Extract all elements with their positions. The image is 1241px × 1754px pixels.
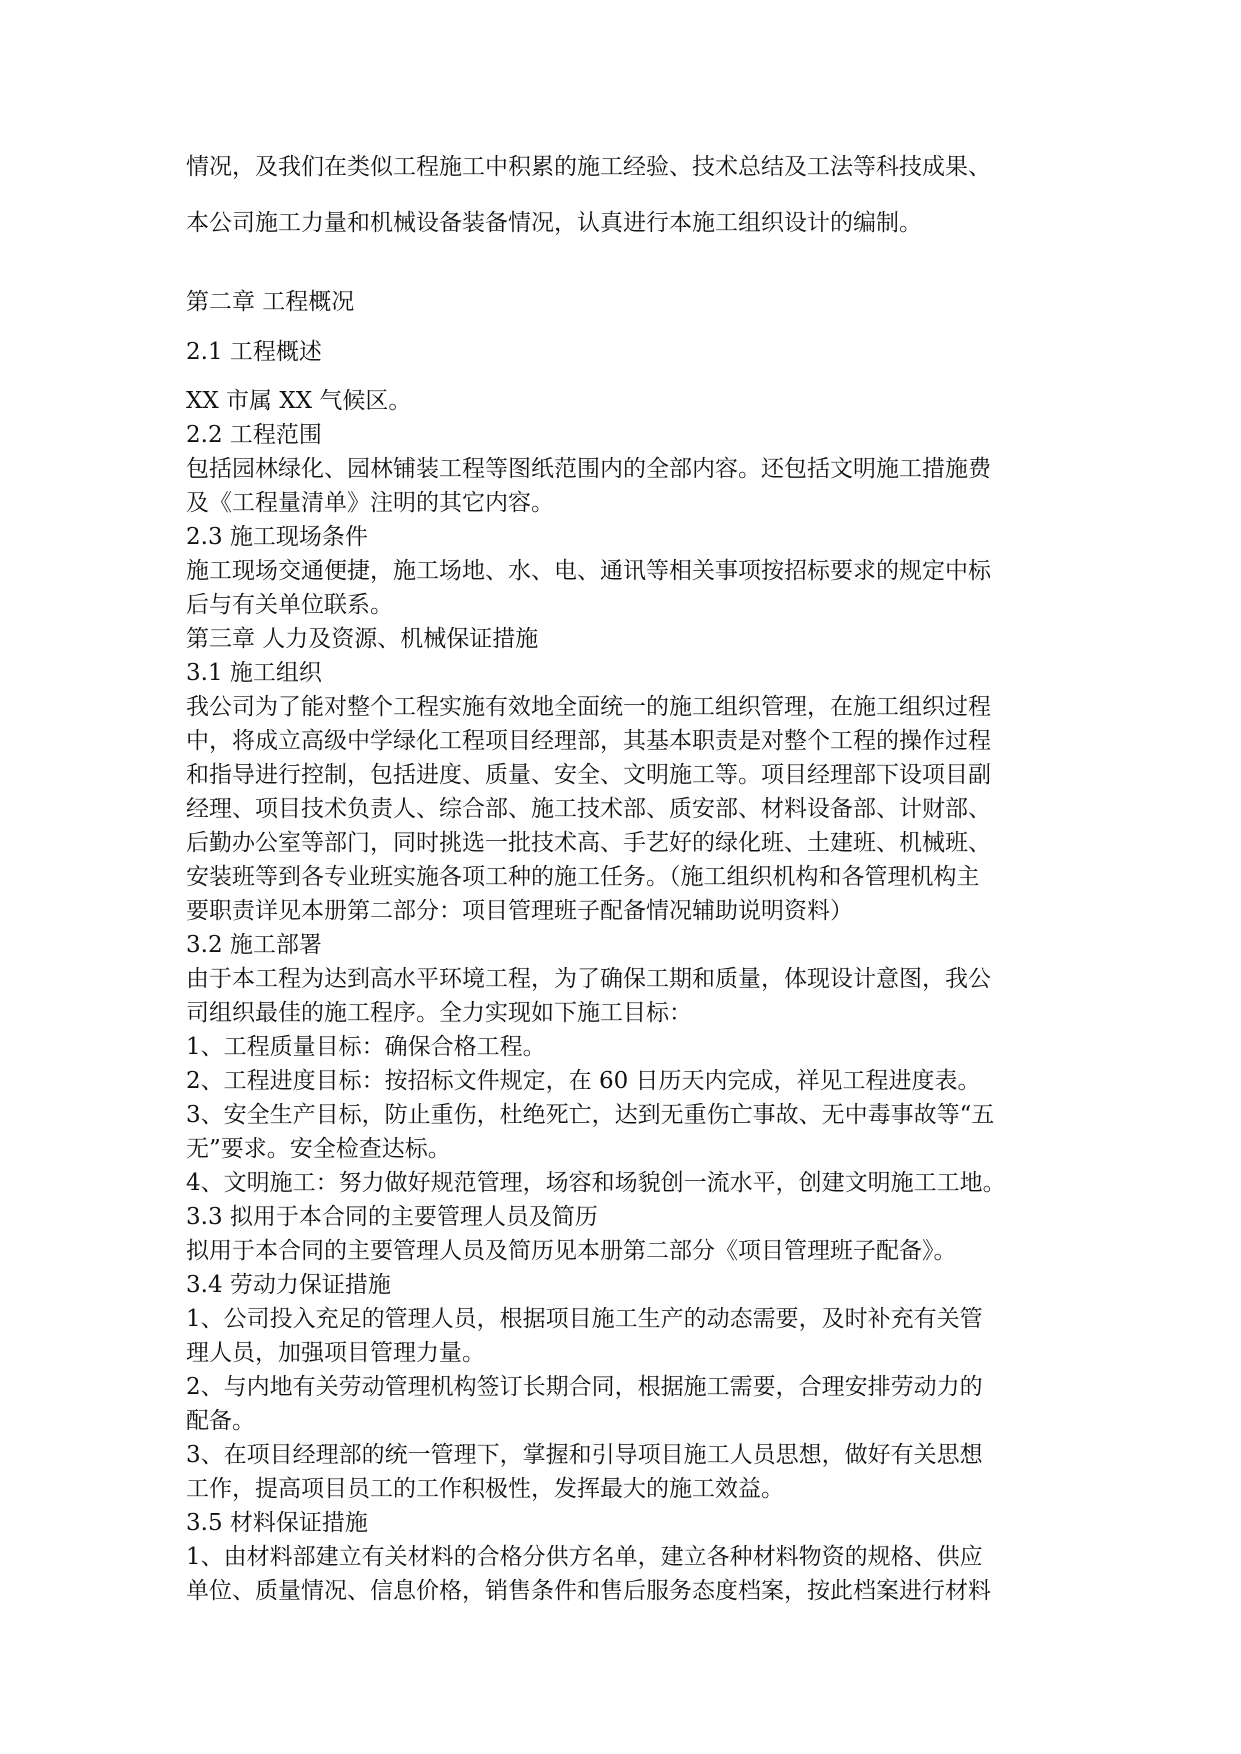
section-title: 3.5 材料保证措施 bbox=[186, 1510, 368, 1536]
section-title: 3.3 拟用于本合同的主要管理人员及简历 bbox=[186, 1204, 598, 1230]
section-title: 2.3 施工现场条件 bbox=[186, 524, 368, 550]
text-line: 理人员，加强项目管理力量。 bbox=[186, 1340, 485, 1366]
text-line: 安装班等到各专业班实施各项工种的施工任务。（施工组织机构和各管理机构主 bbox=[186, 864, 980, 890]
text-line: 司组织最佳的施工程序。全力实现如下施工目标： bbox=[186, 1000, 692, 1026]
section-title: 3.2 施工部署 bbox=[186, 932, 322, 958]
section-title: 2.2 工程范围 bbox=[186, 422, 322, 448]
list-item: 3、安全生产目标，防止重伤，杜绝死亡，达到无重伤亡事故、无中毒事故等“五 bbox=[186, 1102, 995, 1128]
list-item: 1、公司投入充足的管理人员，根据项目施工生产的动态需要，及时补充有关管 bbox=[186, 1306, 983, 1332]
text-line: 单位、质量情况、信息价格，销售条件和售后服务态度档案，按此档案进行材料 bbox=[186, 1578, 991, 1604]
text-line: 配备。 bbox=[186, 1408, 255, 1434]
text-line: 我公司为了能对整个工程实施有效地全面统一的施工组织管理，在施工组织过程 bbox=[186, 694, 991, 720]
text-line: 情况，及我们在类似工程施工中积累的施工经验、技术总结及工法等科技成果、 bbox=[186, 154, 991, 180]
section-title: 3.4 劳动力保证措施 bbox=[186, 1272, 391, 1298]
text-line: 中，将成立高级中学绿化工程项目经理部，其基本职责是对整个工程的操作过程 bbox=[186, 728, 991, 754]
list-item: 1、由材料部建立有关材料的合格分供方名单，建立各种材料物资的规格、供应 bbox=[186, 1544, 983, 1570]
document-body bbox=[186, 418, 1056, 1608]
chapter-title: 第三章 人力及资源、机械保证措施 bbox=[186, 626, 539, 652]
intro-paragraph bbox=[186, 139, 1056, 251]
text-line: 本公司施工力量和机械设备装备情况，认真进行本施工组织设计的编制。 bbox=[186, 210, 922, 236]
text-line: 无”要求。安全检查达标。 bbox=[186, 1136, 451, 1162]
text-line: 及《工程量清单》注明的其它内容。 bbox=[186, 490, 554, 516]
text-line: 工作，提高项目员工的工作积极性，发挥最大的施工效益。 bbox=[186, 1476, 784, 1502]
list-item: 4、文明施工：努力做好规范管理，场容和场貌创一流水平，创建文明施工工地。 bbox=[186, 1170, 1006, 1196]
section-2-1-body bbox=[186, 384, 1056, 418]
text-line: 经理、项目技术负责人、综合部、施工技术部、质安部、材料设备部、计财部、 bbox=[186, 796, 991, 822]
chapter-title: 第二章 工程概况 bbox=[186, 289, 355, 315]
text-line: 包括园林绿化、园林铺装工程等图纸范围内的全部内容。还包括文明施工措施费 bbox=[186, 456, 991, 482]
text-line: 后与有关单位联系。 bbox=[186, 592, 393, 618]
list-item: 1、工程质量目标：确保合格工程。 bbox=[186, 1034, 546, 1060]
list-item: 2、与内地有关劳动管理机构签订长期合同，根据施工需要，合理安排劳动力的 bbox=[186, 1374, 983, 1400]
text-line: 后勤办公室等部门，同时挑选一批技术高、手艺好的绿化班、土建班、机械班、 bbox=[186, 830, 991, 856]
chapter-2-heading bbox=[186, 285, 1056, 319]
text-line: 要职责详见本册第二部分：项目管理班子配备情况辅助说明资料） bbox=[186, 898, 853, 924]
text-line: 施工现场交通便捷，施工场地、水、电、通讯等相关事项按招标要求的规定中标 bbox=[186, 558, 991, 584]
text-line: 拟用于本合同的主要管理人员及简历见本册第二部分《项目管理班子配备》。 bbox=[186, 1238, 957, 1264]
text-line: 由于本工程为达到高水平环境工程，为了确保工期和质量，体现设计意图，我公 bbox=[186, 966, 991, 992]
section-title: 3.1 施工组织 bbox=[186, 660, 322, 686]
text-line: 和指导进行控制，包括进度、质量、安全、文明施工等。项目经理部下设项目副 bbox=[186, 762, 991, 788]
list-item: 3、在项目经理部的统一管理下，掌握和引导项目施工人员思想，做好有关思想 bbox=[186, 1442, 983, 1468]
section-title: 2.1 工程概述 bbox=[186, 339, 322, 365]
text-line: XX 市属 XX 气候区。 bbox=[186, 388, 412, 414]
section-2-1-heading bbox=[186, 335, 1056, 369]
list-item: 2、工程进度目标：按招标文件规定，在 60 日历天内完成，祥见工程进度表。 bbox=[186, 1068, 981, 1094]
